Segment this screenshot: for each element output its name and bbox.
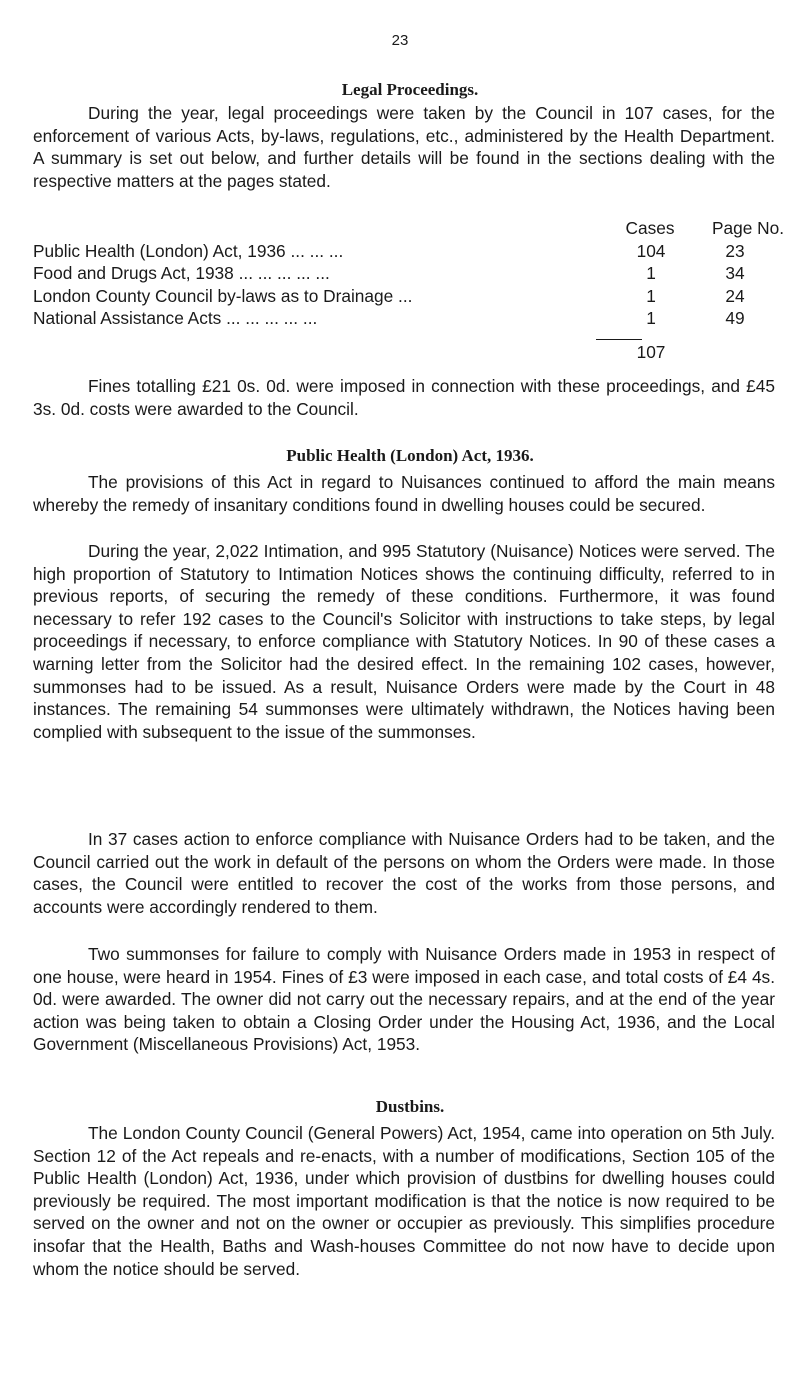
row-cases: 1 <box>646 285 656 306</box>
public-health-paragraph-4: Two summonses for failure to comply with Nuisance Orders made in 1953 in respect of one house, were heard in 1954. Fines of £3 were imposed in each case, and total costs of £4 4s. 0d. were awarded. The owner did not carry out the necessary repairs, and at the end of the year action was being taken to obtain a Closing Order under the Housing Act, 1936, and the Local Government (Miscellaneous Provisions) Act, 1953. <box>33 944 775 1055</box>
row-page: 49 <box>725 308 745 329</box>
public-health-heading: Public Health (London) Act, 1936. <box>286 446 534 465</box>
legal-intro-paragraph: During the year, legal proceedings were taken by the Council in 107 cases, for the enforcement of various Acts, by-laws, regulations, etc., administered by the Health Department. A summary is set out below, and further details will be found in the sections dealing with the respective matters at the pages stated. <box>33 103 775 191</box>
table-row <box>33 285 775 308</box>
public-health-paragraph-3: In 37 cases action to enforce compliance with Nuisance Orders had to be taken, and the Council carried out the work in default of the persons on whom the Orders were made. In those cases, the Council were entitled to recover the cost of the works from those persons, and accounts were accordingly rendered to them. <box>33 829 775 917</box>
total-cases: 107 <box>636 342 666 362</box>
legal-summary-table <box>33 217 785 330</box>
public-health-paragraph-1: The provisions of this Act in regard to Nuisances continued to afford the main means whereby the remedy of insanitary conditions found in dwelling houses could be secured. <box>33 472 775 515</box>
row-label: Food and Drugs Act, 1938 ... ... ... ... ... <box>33 263 330 284</box>
row-page: 23 <box>725 240 745 261</box>
table-row <box>33 262 775 285</box>
row-page: 34 <box>725 263 745 284</box>
fines-paragraph: Fines totalling £21 0s. 0d. were imposed in connection with these proceedings, and £45 3s. 0d. costs were awarded to the Council. <box>33 376 775 419</box>
dustbins-paragraph: The London County Council (General Powers) Act, 1954, came into operation on 5th July. Section 12 of the Act repeals and re-enacts, with a number of modifications, Section 105 of the Public Health (London) Act, 1936, under which provision of dustbins for dwelling houses could previously be required. The most important modification is that the notice is now required to be served on the owner and not on the owner or occupier as previously. This simplifies procedure insofar that the Health, Baths and Wash-houses Committee do not now have to decide upon whom the notice should be served. <box>33 1123 775 1279</box>
table-row <box>33 240 775 263</box>
row-cases: 104 <box>636 240 666 261</box>
row-cases: 1 <box>646 263 656 284</box>
dustbins-heading: Dustbins. <box>375 1097 445 1116</box>
row-label: National Assistance Acts ... ... ... ... ... <box>33 308 318 329</box>
page-number: 23 <box>391 32 409 49</box>
table-row <box>33 307 775 330</box>
total-rule <box>596 339 642 340</box>
public-health-paragraph-2: During the year, 2,022 Intimation, and 995 Statutory (Nuisance) Notices were served. The high proportion of Statutory to Intimation Notices shows the continuing difficulty, referred to in previous reports, of securing the remedy of these conditions. Furthermore, it was found necessary to refer 192 cases to the Council's Solicitor with instructions to take steps, by legal proceedings if necessary, to enforce compliance with Statutory Notices. In 90 of these cases a warning letter from the Solicitor had the desired effect. In the remaining 102 cases, however, summonses had to be issued. As a result, Nuisance Orders were made by the Court in 48 instances. The remaining 54 summonses were ultimately withdrawn, the Notices having been complied with subsequent to the issue of the summonses. <box>33 541 775 742</box>
row-cases: 1 <box>646 308 656 329</box>
row-label: Public Health (London) Act, 1936 ... ... ... <box>33 240 344 261</box>
cases-column-header: Cases <box>625 218 675 238</box>
page-column-header: Page No. <box>711 218 785 238</box>
row-page: 24 <box>725 285 745 306</box>
table-header-row <box>33 217 785 240</box>
row-label: London County Council by-laws as to Drainage ... <box>33 285 413 306</box>
legal-proceedings-heading: Legal Proceedings. <box>341 80 479 99</box>
